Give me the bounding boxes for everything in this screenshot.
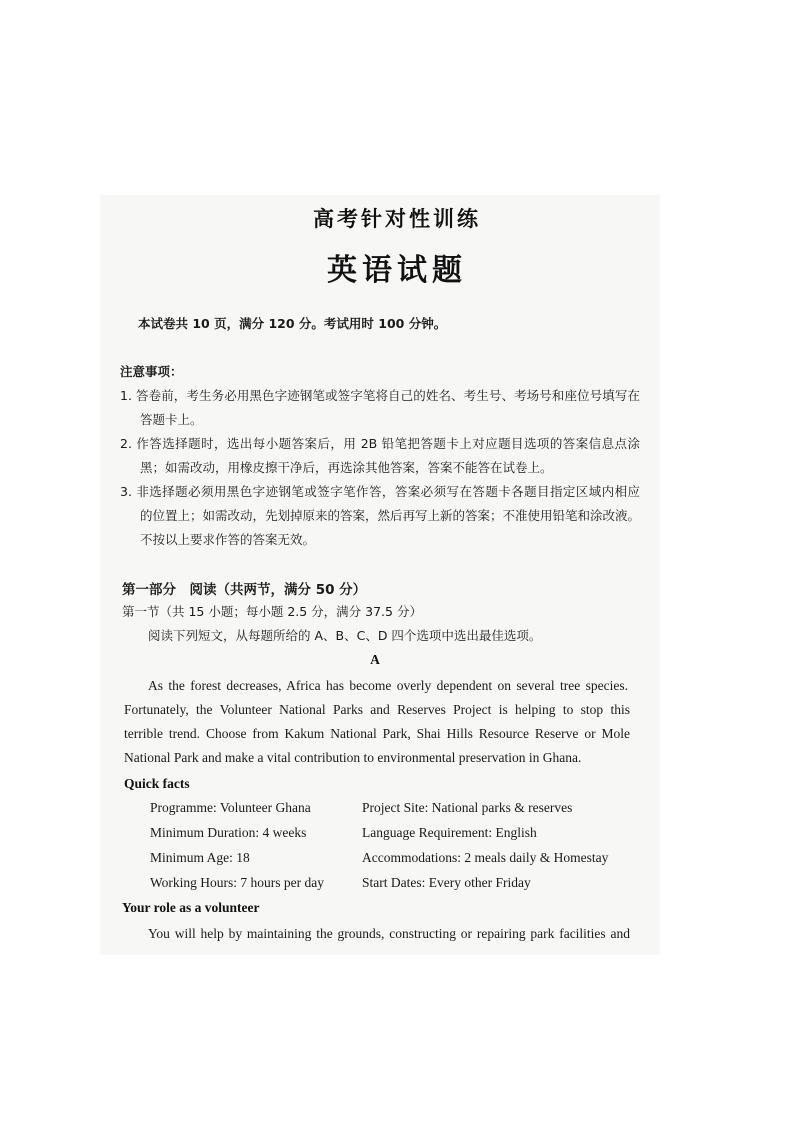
exam-intro: 本试卷共 10 页，满分 120 分。考试用时 100 分钟。 [138,316,447,331]
exam-title: 英语试题 [327,253,467,288]
fact-min-age: Minimum Age: 18 [150,850,250,865]
fact-language: Language Requirement: English [362,825,537,840]
section1-heading: 第一节（共 15 小题；每小题 2.5 分，满分 37.5 分） [122,604,422,619]
notice-item-1: 1. 答卷前，考生务必用黑色字迹钢笔或签字笔将自己的姓名、考生号、考场号和座位号填写在 [120,388,640,403]
role-line: You will help by maintaining the grounds, constructing or repairing park facilities and [148,926,630,941]
role-heading: Your role as a volunteer [122,900,260,915]
fact-accommodations: Accommodations: 2 meals daily & Homestay [362,850,609,865]
notice-item-1-cont: 答题卡上。 [140,412,203,427]
passage-line-1: As the forest decreases, Africa has become overly dependent on several tree species. [148,678,628,693]
fact-start-dates: Start Dates: Every other Friday [362,875,531,890]
scanned-page-area [100,195,660,955]
notice-heading: 注意事项： [120,364,183,379]
fact-programme: Programme: Volunteer Ghana [150,800,311,815]
fact-working-hours: Working Hours: 7 hours per day [150,875,325,890]
part1-heading: 第一部分 阅读（共两节，满分 50 分） [122,582,367,598]
passage-label: A [370,652,380,667]
notice-item-3-cont: 的位置上；如需改动，先划掉原来的答案，然后再写上新的答案；不准使用铅笔和涂改液。 [140,508,640,523]
passage-line-4: National Park and make a vital contribution to environmental preservation in Ghana. [124,750,582,765]
notice-item-3: 3. 非选择题必须用黑色字迹钢笔或签字笔作答，答案必须写在答题卡各题目指定区域内相应 [120,484,640,499]
reading-instruction: 阅读下列短文，从每题所给的 A、B、C、D 四个选项中选出最佳选项。 [148,628,542,643]
fact-min-duration: Minimum Duration: 4 weeks [150,825,307,840]
fact-project-site: Project Site: National parks & reserves [362,800,573,815]
notice-item-3-cont2: 不按以上要求作答的答案无效。 [140,532,316,547]
passage-line-3: terrible trend. Choose from Kakum National Park, Shai Hills Resource Reserve or Mole [124,726,630,741]
notice-item-2: 2. 作答选择题时，选出每小题答案后，用 2B 铅笔把答题卡上对应题目选项的答案信息点涂 [120,436,640,451]
passage-line-2: Fortunately, the Volunteer National Parks and Reserves Project is helping to stop this [124,702,630,717]
quick-facts-heading: Quick facts [124,776,190,791]
exam-subtitle: 高考针对性训练 [313,207,481,231]
notice-item-2-cont: 黑；如需改动，用橡皮擦干净后，再选涂其他答案，答案不能答在试卷上。 [140,460,553,475]
